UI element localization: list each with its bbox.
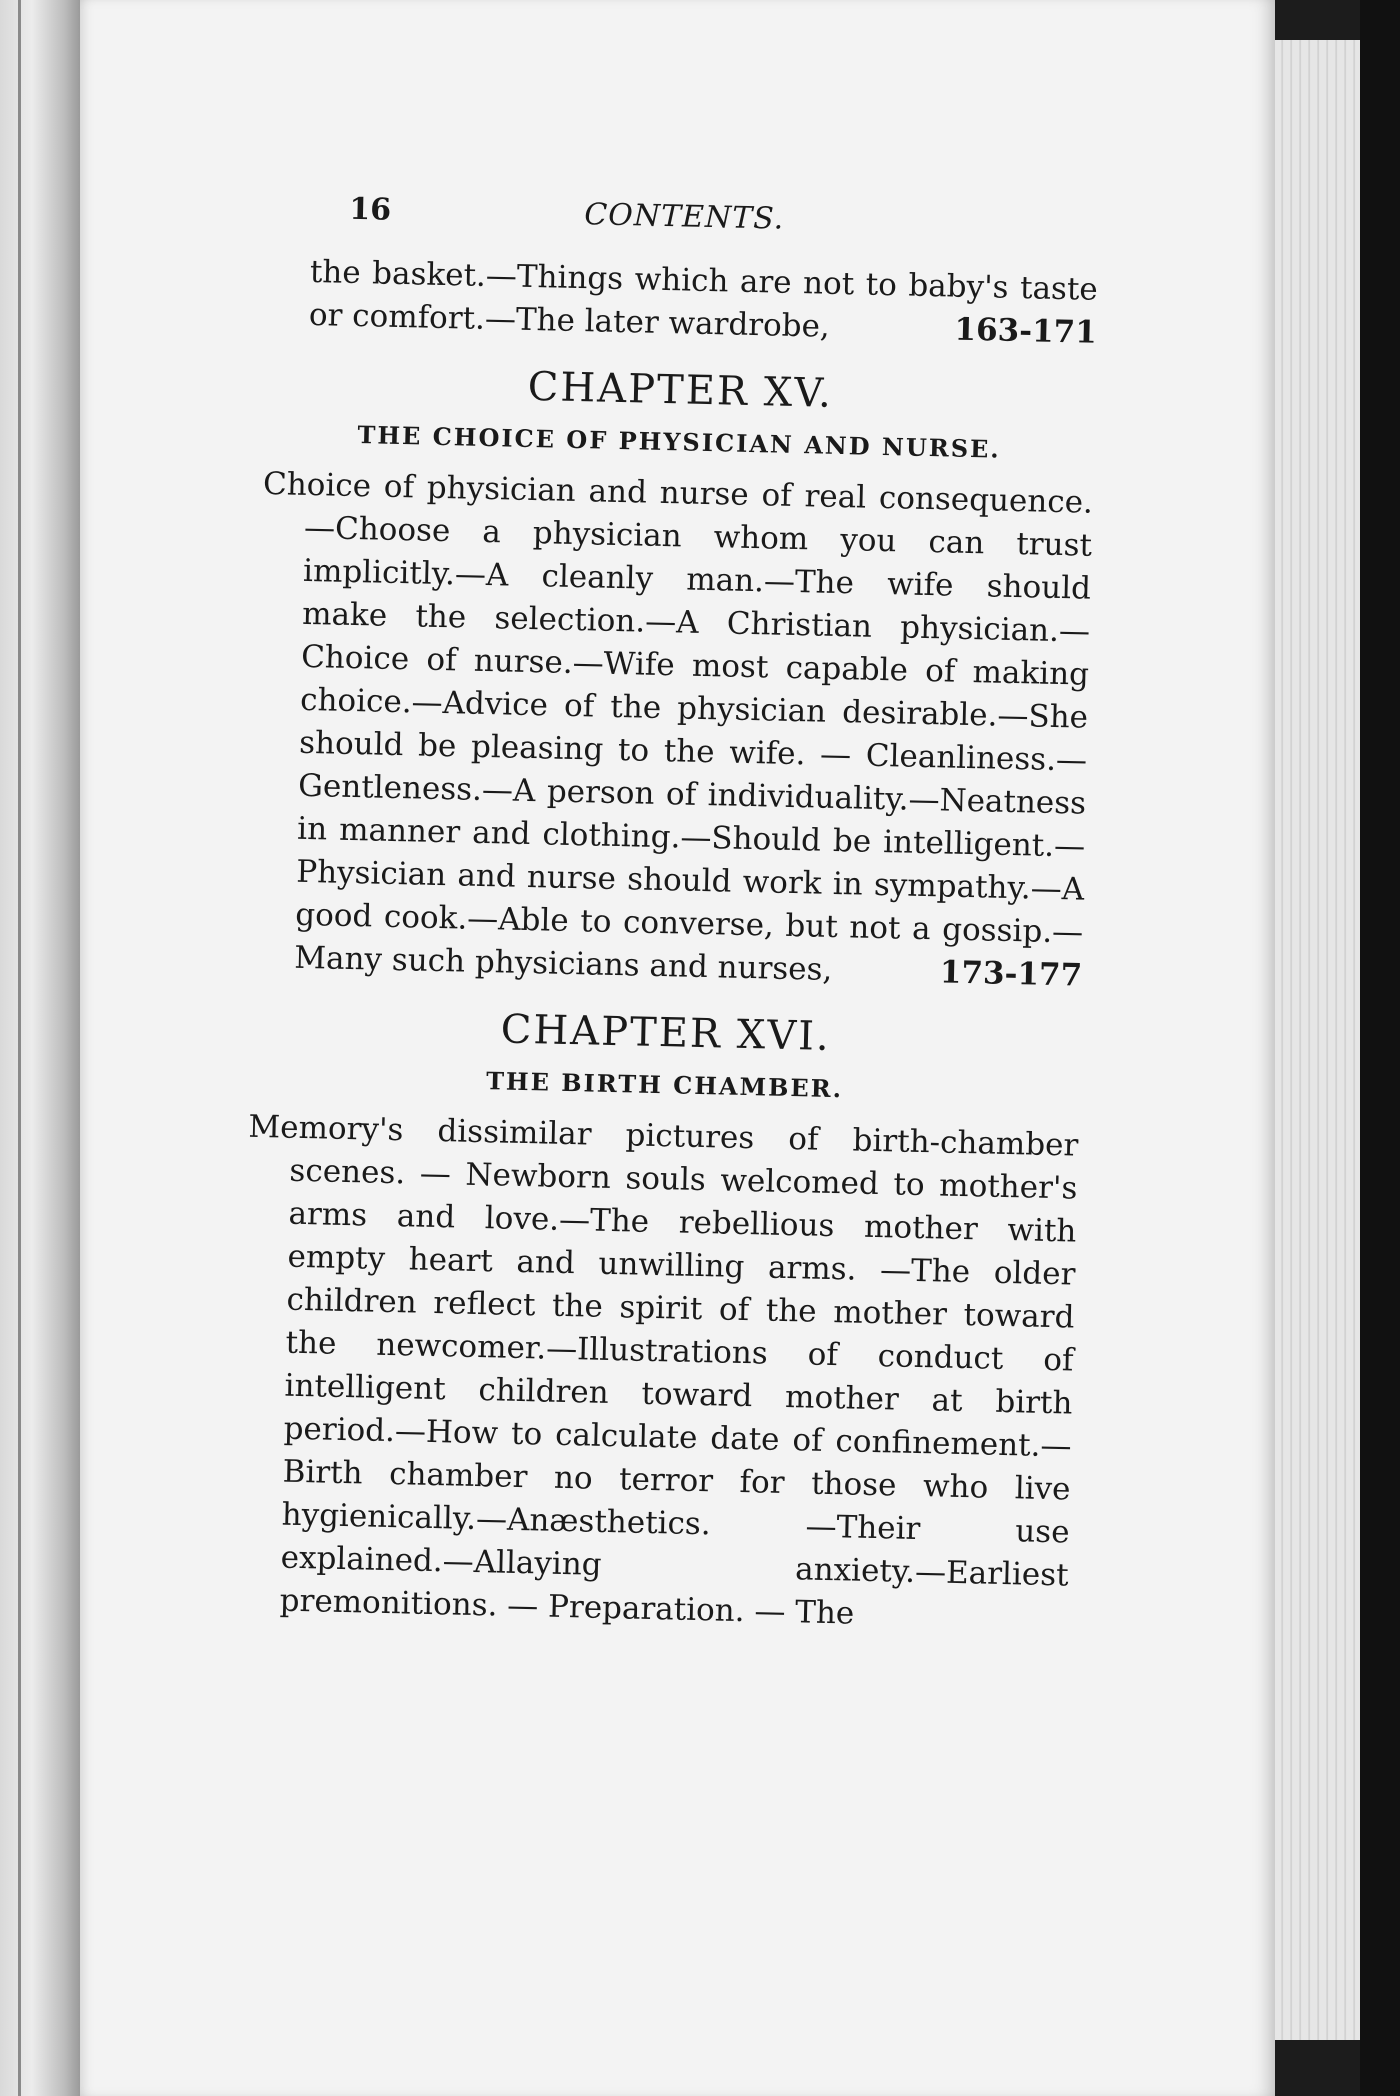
chapter-summary	[252, 463, 1093, 998]
chapter-title: CHAPTER XV.	[527, 363, 834, 417]
chapter-summary-text: Memory's dissimilar pictures of birth-chamber scenes. — Newborn souls welcomed to mother's arms and love.—The rebellious mother with empty heart and unwilling arms. —The older children reflect the spirit of the mother toward the newcomer.—Illustrations of conduct of intelligent children toward mother at birth period.—How to calculate date of confinement.—Birth chamber no terror for those who live hygienically.—Anæsthetics. —Their use explained.—Allaying anxiety.—Earliest premonitions. — Preparation. — The	[248, 1108, 1079, 1632]
book-binding-edge	[0, 0, 80, 2096]
contents-text-block	[237, 180, 1100, 1640]
chapter-summary	[237, 1106, 1078, 1641]
page-stack-edge	[1275, 40, 1360, 2040]
running-head: CONTENTS.	[583, 197, 785, 237]
continuation-text: the basket.—Things which are not to baby's taste or comfort.—The later wardrobe,	[308, 253, 1099, 345]
chapter-summary-text: Choice of physician and nurse of real consequence.—Choose a physician whom you can trust implicitly.—A cleanly man.—The wife should make the selection.—A Christian physician.—Choice of nurse.—Wife most capable of making choice.—Advice of the physician desirable.—She should be pleasing to the wife. — Cleanliness.—Gentleness.—A person of individuality.—Neatness in manner and clothing.—Should be intelligent.—Physician and nurse should work in sympathy.—A good cook.—Able to converse, but not a gossip.—Many such physicians and nurses,	[262, 465, 1094, 988]
chapter-pages: 173-177	[939, 954, 1083, 994]
background-right	[1360, 0, 1400, 2096]
chapter-title: CHAPTER XVI.	[500, 1006, 832, 1060]
continuation-pages: 163-171	[954, 311, 1098, 351]
chapter-subtitle: THE CHOICE OF PHYSICIAN AND NURSE.	[357, 420, 1002, 464]
page-number: 16	[348, 191, 392, 228]
chapter-subtitle: THE BIRTH CHAMBER.	[485, 1066, 844, 1104]
